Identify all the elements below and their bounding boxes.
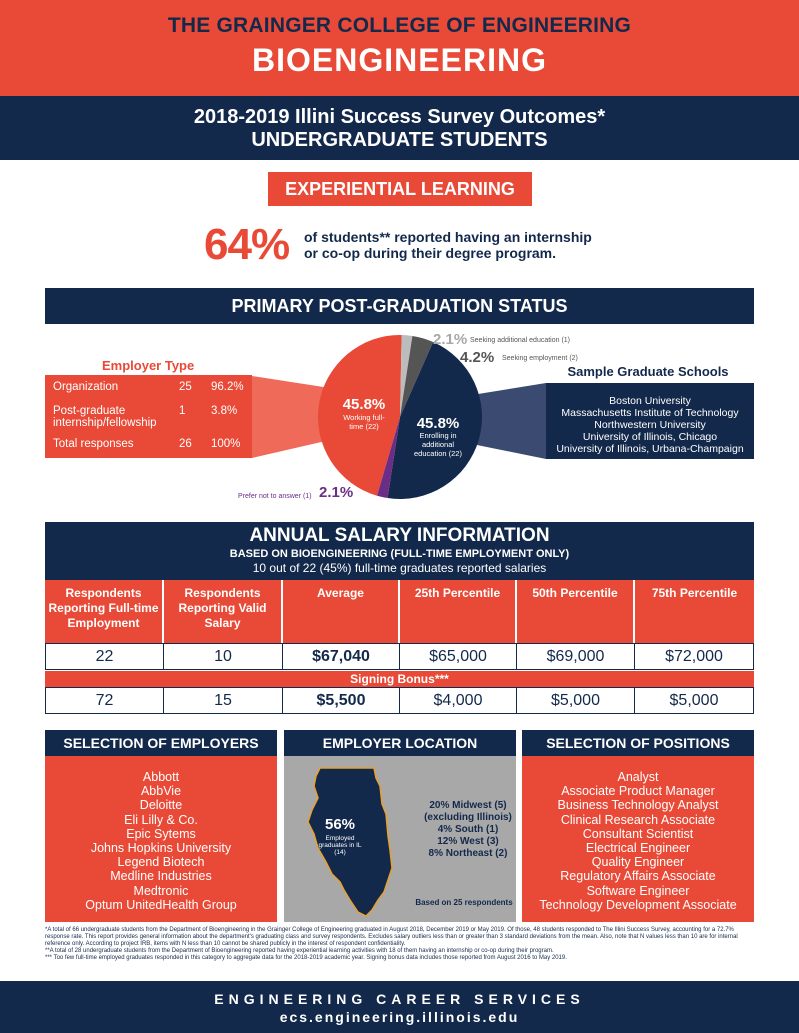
location-stats xyxy=(418,800,518,860)
footnotes xyxy=(45,927,755,962)
school-item: Massachusetts Institute of Technology xyxy=(561,407,739,419)
employers-title: SELECTION OF EMPLOYERS xyxy=(45,730,277,756)
seek-emp-percent: 4.2% xyxy=(460,349,495,366)
location-stat: (excluding Illinois) xyxy=(424,812,512,823)
employer-row-pct: 96.2% xyxy=(211,381,244,393)
employer-item: Deloitte xyxy=(139,798,183,813)
experiential-title: EXPERIENTIAL LEARNING xyxy=(268,172,532,206)
school-connector xyxy=(472,383,546,459)
salary-average: $67,040 xyxy=(283,643,400,670)
internship-percent: 64% xyxy=(204,220,290,269)
bonus-value-cell: 72 xyxy=(45,687,164,714)
location-title: EMPLOYER LOCATION xyxy=(284,730,516,756)
prefer-label: Prefer not to answer (1) xyxy=(238,493,312,500)
footer xyxy=(0,981,799,1033)
internship-line-1: of students** reported having an internship xyxy=(304,229,592,245)
enrolling-label-3: education (22) xyxy=(414,449,462,458)
employer-row-count: 26 xyxy=(179,438,192,450)
employer-type-table xyxy=(45,375,252,458)
location-stat: 4% South (1) xyxy=(437,824,499,835)
employer-row-label: Organization xyxy=(53,381,119,393)
employer-row-pct: 100% xyxy=(211,438,241,450)
enrolling-label-2: additional xyxy=(421,440,455,449)
school-item: Boston University xyxy=(609,395,691,407)
employer-item: Medline Industries xyxy=(110,869,212,884)
position-item: Software Engineer xyxy=(586,883,690,898)
salary-header-cell: 75th Percentile xyxy=(635,580,754,643)
position-item: Analyst xyxy=(617,770,659,784)
employer-row-pct: 3.8% xyxy=(211,405,238,417)
working-label-2: time (22) xyxy=(349,422,379,431)
status-title: PRIMARY POST-GRADUATION STATUS xyxy=(45,288,754,324)
employer-row-count: 25 xyxy=(179,381,192,393)
seek-emp-label: Seeking employment (2) xyxy=(502,355,578,362)
seek-edu-percent: 2.1% xyxy=(433,331,468,348)
salary-header-cell: Respondents Reporting Valid Salary xyxy=(164,580,283,643)
salary-note: 10 out of 22 (45%) full-time graduates reported salaries xyxy=(252,561,547,575)
college-name: THE GRAINGER COLLEGE OF ENGINEERING xyxy=(167,14,632,37)
illinois-percent: 56% xyxy=(324,816,356,833)
employer-item: Medtronic xyxy=(133,883,189,898)
illinois-map-icon xyxy=(300,764,410,920)
employer-row-count: 1 xyxy=(179,405,186,417)
bonus-value-cell: 15 xyxy=(164,687,283,714)
survey-subtitle: UNDERGRADUATE STUDENTS xyxy=(251,129,548,151)
working-percent: 45.8% xyxy=(342,396,386,413)
salary-header-cell: Respondents Reporting Full-time Employment xyxy=(45,580,164,643)
positions-list xyxy=(522,770,754,912)
bonus-value-cell: $5,000 xyxy=(635,687,754,714)
employer-item: Eli Lilly & Co. xyxy=(124,812,198,827)
position-item: Electrical Engineer xyxy=(585,841,691,856)
salary-value-cell: 22 xyxy=(45,643,164,670)
position-item: Clinical Research Associate xyxy=(560,812,716,827)
footer-org: ENGINEERING CAREER SERVICES xyxy=(214,991,585,1007)
bonus-value-cell: $5,000 xyxy=(517,687,635,714)
working-label-1: Working full- xyxy=(343,413,385,422)
salary-header-cell: 50th Percentile xyxy=(517,580,635,643)
footer-url[interactable]: ecs.engineering.illinois.edu xyxy=(279,1009,520,1025)
survey-title: 2018-2019 Illini Success Survey Outcomes* xyxy=(193,106,606,128)
salary-value-cell: $65,000 xyxy=(400,643,517,670)
salary-subtitle: BASED ON BIOENGINEERING (FULL-TIME EMPLOYMENT ONLY) xyxy=(229,548,570,560)
illinois-label-1: Employed xyxy=(325,835,355,842)
bonus-average: $5,500 xyxy=(283,687,400,714)
employer-item: Johns Hopkins University xyxy=(90,841,232,856)
schools-list xyxy=(546,383,754,459)
salary-header-cell: Average xyxy=(283,580,400,643)
location-stat: 20% Midwest (5) xyxy=(429,800,507,811)
internship-line-2: or co-op during their degree program. xyxy=(304,245,557,261)
positions-panel xyxy=(522,756,754,922)
signing-bonus-bar: Signing Bonus*** xyxy=(45,671,754,687)
position-item: Technology Development Associate xyxy=(539,897,737,912)
location-stat: 8% Northeast (2) xyxy=(428,848,508,859)
location-based-on: Based on 25 respondents xyxy=(415,898,513,907)
employers-panel xyxy=(45,756,277,922)
employers-list xyxy=(45,770,277,912)
footnote: *A total of 66 undergraduate students from the Department of Bioengineering in the Grainger College of Engineering graduated in August 2018, December 2019 or May 2019. Of those, 48 students responded to The Illini Success Survey, accounting for a 72.7% response rate. This report provides general information about the department's graduating class and survey respondents. Excludes salary outliers less than or greater than 3 standard deviations from the mean. Also, note that N values less than 10 are for internal reference only. According to project IRB, items with N less than 10 cannot be shared publicly in the interest of respondent confidentiality. xyxy=(45,927,738,947)
schools-title: Sample Graduate Schools xyxy=(567,364,729,379)
school-item: University of Illinois, Urbana-Champaign xyxy=(556,443,744,455)
position-item: Business Technology Analyst xyxy=(557,798,719,813)
position-item: Consultant Scientist xyxy=(582,826,694,841)
location-stat: 12% West (3) xyxy=(437,836,499,847)
school-item: Northwestern University xyxy=(594,419,706,431)
employer-row-label-2: internship/fellowship xyxy=(53,417,157,429)
salary-value-cell: $72,000 xyxy=(635,643,754,670)
location-panel xyxy=(284,756,516,922)
position-item: Quality Engineer xyxy=(591,855,685,870)
salary-title: ANNUAL SALARY INFORMATION xyxy=(249,525,550,546)
enrolling-percent: 45.8% xyxy=(416,415,460,432)
employer-type-title: Employer Type xyxy=(102,358,195,373)
positions-title: SELECTION OF POSITIONS xyxy=(522,730,754,756)
bonus-value-cell: $4,000 xyxy=(400,687,517,714)
employer-item: AbbVie xyxy=(140,784,182,799)
salary-header-cell: 25th Percentile xyxy=(400,580,517,643)
position-item: Regulatory Affairs Associate xyxy=(560,869,716,884)
school-item: University of Illinois, Chicago xyxy=(582,431,718,443)
employer-row-label: Post-graduate xyxy=(53,405,126,417)
salary-header xyxy=(45,522,754,580)
position-item: Associate Product Manager xyxy=(561,784,715,799)
department-name: BIOENGINEERING xyxy=(252,42,547,78)
employer-item: Epic Sytems xyxy=(126,826,196,841)
enrolling-label-1: Enrolling in xyxy=(419,431,457,440)
employer-item: Legend Biotech xyxy=(117,855,205,870)
illinois-label-3: (14) xyxy=(334,849,346,856)
salary-value-cell: $69,000 xyxy=(517,643,635,670)
seek-edu-label: Seeking additional education (1) xyxy=(470,337,571,344)
salary-value-cell: 10 xyxy=(164,643,283,670)
prefer-percent: 2.1% xyxy=(319,484,354,501)
footnote: *** Too few full-time employed graduates responded in this category to aggregate data for the 2018-2019 academic year. Signing bonus data includes those reported from August 2016 to May 2019. xyxy=(45,955,567,961)
employer-row-label: Total responses xyxy=(53,438,134,450)
employer-item: Abbott xyxy=(142,770,180,784)
footnote: **A total of 28 undergraduate students from the Department of Bioengineering reported having experiential learning activities with 18 of them having an internship or co-op during their program. xyxy=(45,948,554,954)
illinois-label-2: graduates in IL xyxy=(318,842,362,849)
employer-item: Optum UnitedHealth Group xyxy=(85,897,237,912)
